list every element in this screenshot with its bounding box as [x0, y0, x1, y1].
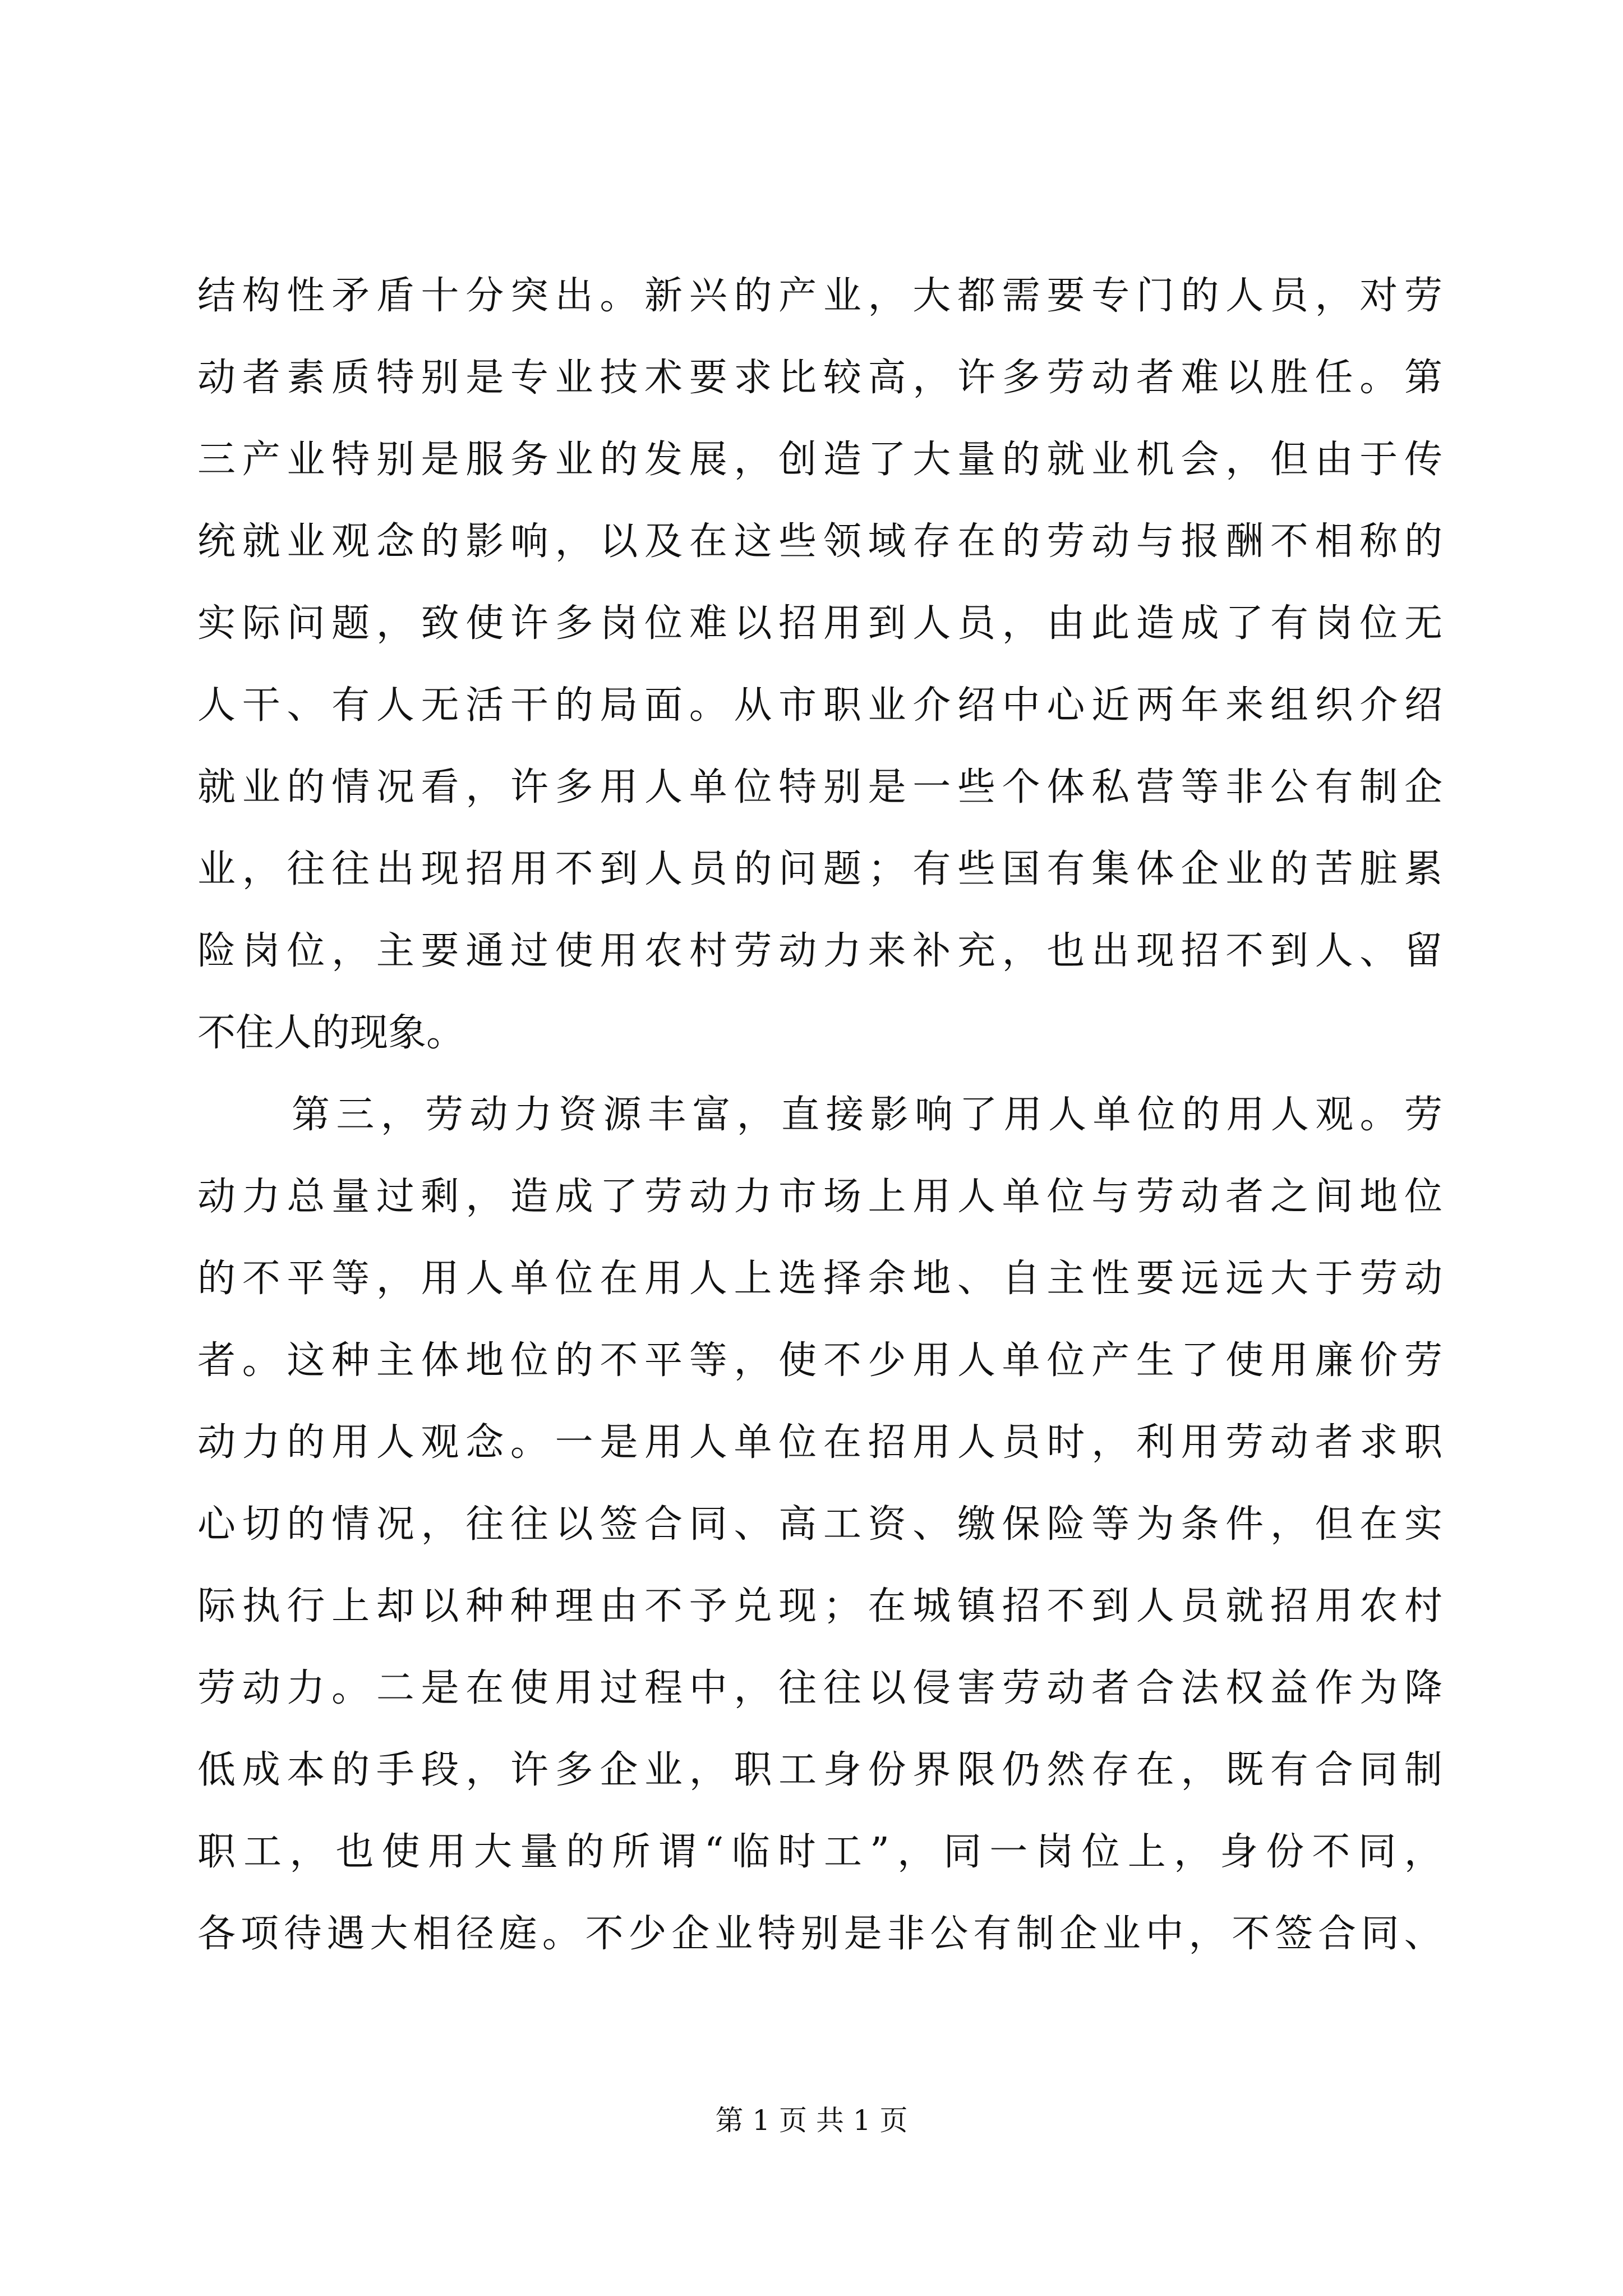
text-line: 业 ， 往 往 出 现 招 用 不 到 人 员 的 问 题 ； 有 些 国 有 集 体 企 业 的 苦 脏 累	[197, 847, 1442, 891]
text-line: 就 业 的 情 况 看 ， 许 多 用 人 单 位 特 别 是 一 些 个 体 私 营 等 非 公 有 制 企	[197, 765, 1442, 809]
text-line: 者 。 这 种 主 体 地 位 的 不 平 等 ， 使 不 少 用 人 单 位 产 生 了 使 用 廉 价 劳	[197, 1338, 1442, 1383]
text-line: 第 三 ， 劳 动 力 资 源 丰 富 ， 直 接 影 响 了 用 人 单 位 的 用 人 观 。 劳	[292, 1093, 1442, 1137]
text-line: 动 者 素 质 特 别 是 专 业 技 术 要 求 比 较 高 ， 许 多 劳 动 者 难 以 胜 任 。 第	[197, 356, 1442, 400]
text-line: 的 不 平 等 ， 用 人 单 位 在 用 人 上 选 择 余 地 、 自 主 性 要 远 远 大 于 劳 动	[197, 1257, 1442, 1301]
text-line: 实 际 问 题 ， 致 使 许 多 岗 位 难 以 招 用 到 人 员 ， 由 此 造 成 了 有 岗 位 无	[197, 601, 1442, 646]
text-line: 不 住 人 的 现 象 。	[197, 1011, 465, 1055]
text-line: 人 干 、 有 人 无 活 干 的 局 面 。 从 市 职 业 介 绍 中 心 近 两 年 来 组 织 介 绍	[197, 683, 1442, 728]
document-body	[197, 255, 1442, 1975]
text-line: 三 产 业 特 别 是 服 务 业 的 发 展 ， 创 造 了 大 量 的 就 业 机 会 ， 但 由 于 传	[197, 438, 1442, 482]
text-line: 职 工 ， 也 使 用 大 量 的 所 谓 “ 临 时 工 ” ， 同 一 岗 位 上 ， 身 份 不 同 ，	[197, 1830, 1442, 1874]
paragraph	[197, 255, 1442, 1074]
text-line: 动 力 的 用 人 观 念 。 一 是 用 人 单 位 在 招 用 人 员 时 ， 利 用 劳 动 者 求 职	[197, 1420, 1442, 1465]
text-line: 心 切 的 情 况 ， 往 往 以 签 合 同 、 高 工 资 、 缴 保 险 等 为 条 件 ， 但 在 实	[197, 1502, 1442, 1547]
text-line: 各 项 待 遇 大 相 径 庭 。 不 少 企 业 特 别 是 非 公 有 制 企 业 中 ， 不 签 合 同 、	[197, 1912, 1442, 1956]
text-line: 际 执 行 上 却 以 种 种 理 由 不 予 兑 现 ； 在 城 镇 招 不 到 人 员 就 招 用 农 村	[197, 1584, 1442, 1628]
text-line: 低 成 本 的 手 段 ， 许 多 企 业 ， 职 工 身 份 界 限 仍 然 存 在 ， 既 有 合 同 制	[197, 1748, 1442, 1792]
paragraph	[197, 1074, 1442, 1975]
text-line: 劳 动 力 。 二 是 在 使 用 过 程 中 ， 往 往 以 侵 害 劳 动 者 合 法 权 益 作 为 降	[197, 1666, 1442, 1710]
text-line: 结 构 性 矛 盾 十 分 突 出 。 新 兴 的 产 业 ， 大 都 需 要 专 门 的 人 员 ， 对 劳	[197, 274, 1442, 318]
text-line: 统 就 业 观 念 的 影 响 ， 以 及 在 这 些 领 域 存 在 的 劳 动 与 报 酬 不 相 称 的	[197, 519, 1442, 564]
page-footer: 第 1 页 共 1 页	[715, 2104, 908, 2137]
text-line: 险 岗 位 ， 主 要 通 过 使 用 农 村 劳 动 力 来 补 充 ， 也 出 现 招 不 到 人 、 留	[197, 929, 1442, 973]
text-line: 动 力 总 量 过 剩 ， 造 成 了 劳 动 力 市 场 上 用 人 单 位 与 劳 动 者 之 间 地 位	[197, 1175, 1442, 1219]
